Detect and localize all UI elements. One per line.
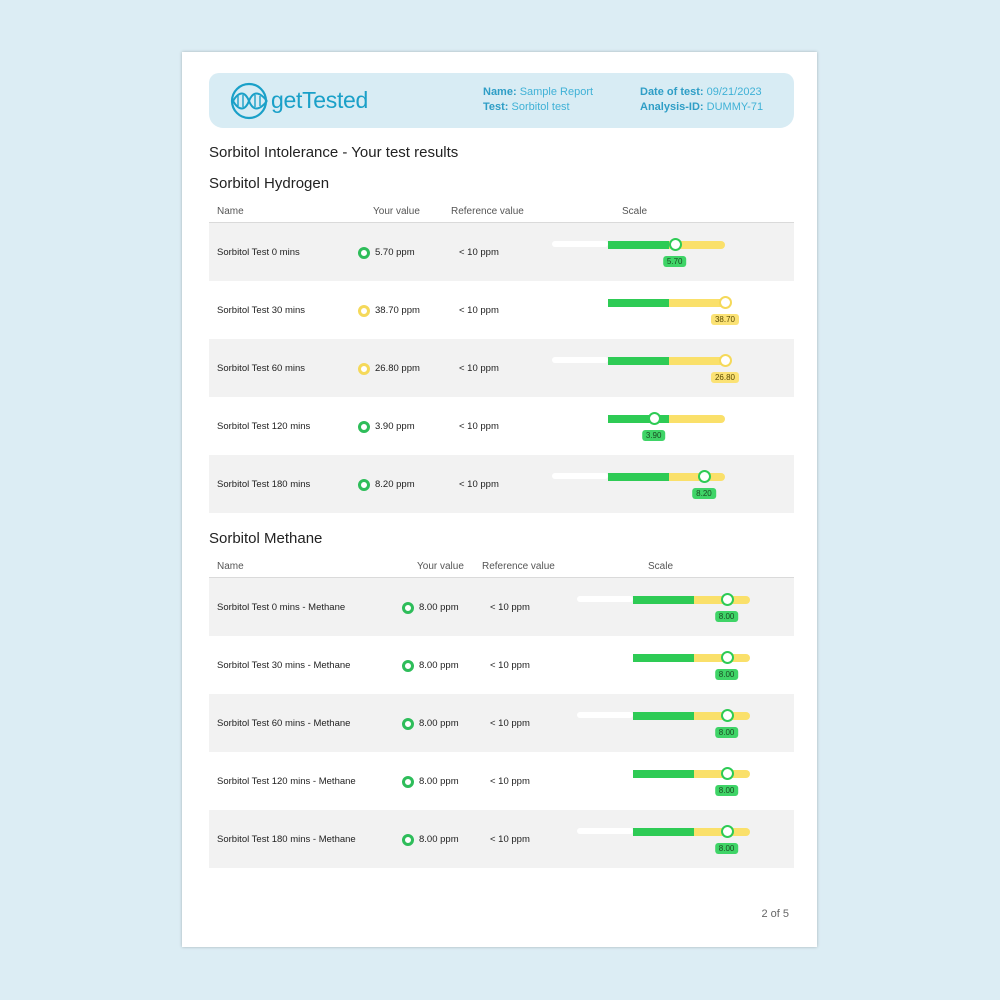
scale-marker bbox=[721, 825, 734, 838]
table-row bbox=[209, 810, 794, 868]
scale-value-badge: 5.70 bbox=[663, 256, 687, 267]
column-value-header: Your value bbox=[417, 561, 464, 572]
scale-rail bbox=[577, 828, 633, 834]
table-row bbox=[209, 578, 794, 636]
status-normal-icon bbox=[358, 247, 370, 259]
page-title: Sorbitol Intolerance - Your test results bbox=[209, 144, 459, 161]
scale-marker bbox=[648, 412, 661, 425]
test-value: 3.90 ppm bbox=[375, 421, 415, 432]
table-row bbox=[209, 223, 794, 281]
scale-normal-range bbox=[633, 828, 694, 836]
table-row bbox=[209, 455, 794, 513]
scale-marker bbox=[669, 238, 682, 251]
methane-results-table bbox=[209, 557, 794, 868]
status-normal-icon bbox=[402, 776, 414, 788]
scale-value-badge: 8.00 bbox=[715, 843, 739, 854]
test-name: Sorbitol Test 180 mins bbox=[217, 479, 311, 490]
test-label: Test: bbox=[483, 101, 509, 113]
test-value: 8.00 ppm bbox=[419, 660, 459, 671]
status-elevated-icon bbox=[358, 363, 370, 375]
test-value: 8.00 ppm bbox=[419, 718, 459, 729]
test-name: Sorbitol Test 60 mins - Methane bbox=[217, 718, 351, 729]
scale-elevated-range bbox=[669, 299, 725, 307]
test-name: Sorbitol Test 120 mins bbox=[217, 421, 311, 432]
name-label: Name: bbox=[483, 86, 517, 98]
scale-value-badge: 3.90 bbox=[642, 430, 666, 441]
scale-normal-range bbox=[608, 473, 669, 481]
column-reference-header: Reference value bbox=[482, 561, 555, 572]
scale-marker bbox=[719, 296, 732, 309]
reference-value: < 10 ppm bbox=[459, 479, 499, 490]
test-value: 8.20 ppm bbox=[375, 479, 415, 490]
table-row bbox=[209, 281, 794, 339]
scale-normal-range bbox=[633, 770, 694, 778]
page-number: 2 of 5 bbox=[761, 908, 789, 920]
report-header bbox=[209, 73, 794, 128]
test-name: Sorbitol Test 120 mins - Methane bbox=[217, 776, 356, 787]
scale-value-badge: 8.00 bbox=[715, 727, 739, 738]
reference-value: < 10 ppm bbox=[459, 421, 499, 432]
value-scale bbox=[577, 810, 749, 868]
test-name: Sorbitol Test 30 mins bbox=[217, 305, 306, 316]
scale-marker bbox=[721, 767, 734, 780]
scale-rail bbox=[577, 712, 633, 718]
report-meta-left bbox=[483, 85, 593, 115]
value-scale bbox=[577, 578, 749, 636]
test-value: 8.00 ppm bbox=[419, 834, 459, 845]
column-value-header: Your value bbox=[373, 206, 420, 217]
analysis-value: DUMMY-71 bbox=[706, 101, 764, 113]
reference-value: < 10 ppm bbox=[490, 776, 530, 787]
table-row bbox=[209, 636, 794, 694]
name-value: Sample Report bbox=[519, 86, 594, 98]
scale-marker bbox=[719, 354, 732, 367]
scale-rail bbox=[577, 596, 633, 602]
value-scale bbox=[577, 752, 749, 810]
value-scale bbox=[577, 694, 749, 752]
scale-normal-range bbox=[608, 299, 669, 307]
scale-rail bbox=[552, 473, 608, 479]
dna-logo-icon bbox=[229, 81, 269, 121]
test-value: 8.00 ppm bbox=[419, 776, 459, 787]
reference-value: < 10 ppm bbox=[459, 305, 499, 316]
value-scale bbox=[552, 281, 736, 339]
status-elevated-icon bbox=[358, 305, 370, 317]
column-scale-header: Scale bbox=[622, 206, 648, 217]
column-scale-header: Scale bbox=[648, 561, 674, 572]
table-row bbox=[209, 752, 794, 810]
test-name: Sorbitol Test 60 mins bbox=[217, 363, 306, 374]
date-label: Date of test: bbox=[640, 86, 704, 98]
test-name: Sorbitol Test 0 mins bbox=[217, 247, 300, 258]
table-header bbox=[209, 557, 794, 578]
report-page bbox=[182, 52, 817, 947]
brand-name: getTested bbox=[271, 87, 369, 113]
value-scale bbox=[577, 636, 749, 694]
reference-value: < 10 ppm bbox=[459, 247, 499, 258]
hydrogen-results-table bbox=[209, 202, 794, 513]
scale-elevated-range bbox=[669, 473, 725, 481]
scale-value-badge: 8.00 bbox=[715, 611, 739, 622]
scale-value-badge: 38.70 bbox=[711, 314, 739, 325]
table-header bbox=[209, 202, 794, 223]
status-normal-icon bbox=[402, 602, 414, 614]
scale-normal-range bbox=[633, 596, 694, 604]
methane-section-title: Sorbitol Methane bbox=[209, 530, 323, 547]
test-name: Sorbitol Test 30 mins - Methane bbox=[217, 660, 351, 671]
status-normal-icon bbox=[402, 660, 414, 672]
test-value: 26.80 ppm bbox=[375, 363, 420, 374]
scale-value-badge: 8.00 bbox=[715, 669, 739, 680]
value-scale bbox=[552, 455, 724, 513]
test-value: 8.00 ppm bbox=[419, 602, 459, 613]
test-value: 5.70 ppm bbox=[375, 247, 415, 258]
date-value: 09/21/2023 bbox=[706, 86, 762, 98]
test-name: Sorbitol Test 180 mins - Methane bbox=[217, 834, 356, 845]
test-value: 38.70 ppm bbox=[375, 305, 420, 316]
scale-elevated-range bbox=[669, 415, 725, 423]
reference-value: < 10 ppm bbox=[490, 718, 530, 729]
scale-rail bbox=[552, 357, 608, 363]
column-reference-header: Reference value bbox=[451, 206, 524, 217]
scale-rail bbox=[552, 241, 608, 247]
reference-value: < 10 ppm bbox=[459, 363, 499, 374]
table-row bbox=[209, 694, 794, 752]
test-value: Sorbitol test bbox=[511, 101, 570, 113]
scale-marker bbox=[721, 593, 734, 606]
test-name: Sorbitol Test 0 mins - Methane bbox=[217, 602, 346, 613]
status-normal-icon bbox=[358, 479, 370, 491]
scale-value-badge: 8.00 bbox=[715, 785, 739, 796]
status-normal-icon bbox=[402, 834, 414, 846]
column-name-header: Name bbox=[217, 561, 244, 572]
report-meta-right bbox=[640, 85, 763, 115]
scale-normal-range bbox=[608, 241, 669, 249]
column-name-header: Name bbox=[217, 206, 244, 217]
status-normal-icon bbox=[402, 718, 414, 730]
scale-normal-range bbox=[608, 357, 669, 365]
hydrogen-section-title: Sorbitol Hydrogen bbox=[209, 175, 330, 192]
scale-value-badge: 26.80 bbox=[711, 372, 739, 383]
scale-elevated-range bbox=[669, 357, 725, 365]
scale-normal-range bbox=[633, 712, 694, 720]
scale-normal-range bbox=[633, 654, 694, 662]
value-scale bbox=[552, 397, 724, 455]
reference-value: < 10 ppm bbox=[490, 834, 530, 845]
status-normal-icon bbox=[358, 421, 370, 433]
table-row bbox=[209, 397, 794, 455]
analysis-label: Analysis-ID: bbox=[640, 101, 704, 113]
scale-marker bbox=[698, 470, 711, 483]
scale-value-badge: 8.20 bbox=[692, 488, 716, 499]
scale-marker bbox=[721, 651, 734, 664]
table-row bbox=[209, 339, 794, 397]
value-scale bbox=[552, 339, 736, 397]
reference-value: < 10 ppm bbox=[490, 602, 530, 613]
reference-value: < 10 ppm bbox=[490, 660, 530, 671]
value-scale bbox=[552, 223, 724, 281]
scale-marker bbox=[721, 709, 734, 722]
